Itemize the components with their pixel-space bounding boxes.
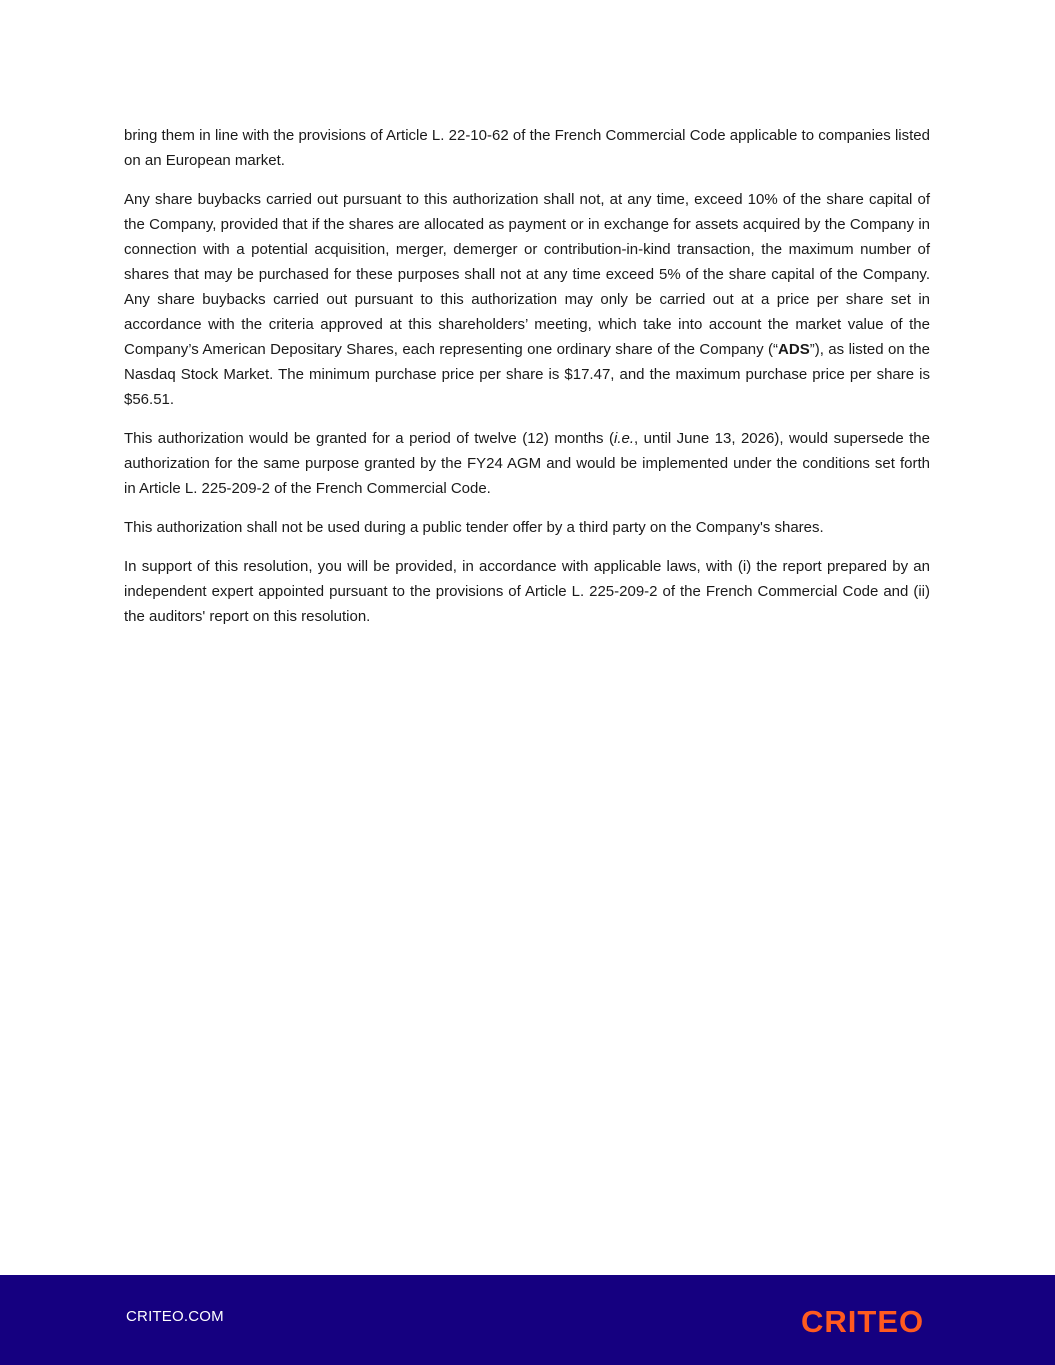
paragraph-text-before: This authorization would be granted for a period of twelve (12) months ( xyxy=(124,430,615,447)
criteo-logo: CRITEO xyxy=(801,1304,925,1339)
paragraph-support-reports xyxy=(124,554,930,629)
ie-abbreviation: i.e. xyxy=(614,430,635,447)
paragraph-text: In support of this resolution, you will be provided, in accordance with applicable laws, with (i) the report prepared by an independent expert appointed pursuant to the provisions of Article L. 225-209-2 of the French Commercial Code and (ii) the auditors' report on this resolution. xyxy=(124,558,930,625)
paragraph-tender-offer xyxy=(124,515,930,540)
website-link[interactable]: CRITEO.COM xyxy=(126,1308,224,1325)
page-footer xyxy=(0,1275,1055,1365)
ads-term: ADS xyxy=(778,341,810,358)
document-body xyxy=(124,123,930,643)
paragraph-text: This authorization shall not be used during a public tender offer by a third party on the Company's shares. xyxy=(124,519,824,536)
paragraph-article-provisions xyxy=(124,123,930,173)
paragraph-authorization-period xyxy=(124,426,930,501)
paragraph-share-buybacks xyxy=(124,187,930,412)
paragraph-text: bring them in line with the provisions of Article L. 22-10-62 of the French Commercial Code applicable to companies listed on an European market. xyxy=(124,127,930,169)
paragraph-text-after: , until June 13, 2026), would supersede the authorization for the same purpose granted by the FY24 AGM and would be implemented under the conditions set forth in Article L. 225-209-2 of the French Commercial Code. xyxy=(124,430,930,497)
paragraph-text-before: Any share buybacks carried out pursuant to this authorization shall not, at any time, exceed 10% of the share capital of the Company, provided that if the shares are allocated as payment or in exchange for assets acquired by the Company in connection with a potential acquisition, merger, demerger or contribution-in-kind transaction, the maximum number of shares that may be purchased for these purposes shall not at any time exceed 5% of the share capital of the Company. Any share buybacks carried out pursuant to this authorization may only be carried out at a price per share set in accordance with the criteria approved at this shareholders’ meeting, which take into account the market value of the Company’s American Depositary Shares, each representing one ordinary share of the Company (“ xyxy=(124,191,930,358)
paragraph-text-after: ”), as listed on the Nasdaq Stock Market. The minimum purchase price per share is $17.47, and the maximum purchase price per share is $56.51. xyxy=(124,341,930,408)
